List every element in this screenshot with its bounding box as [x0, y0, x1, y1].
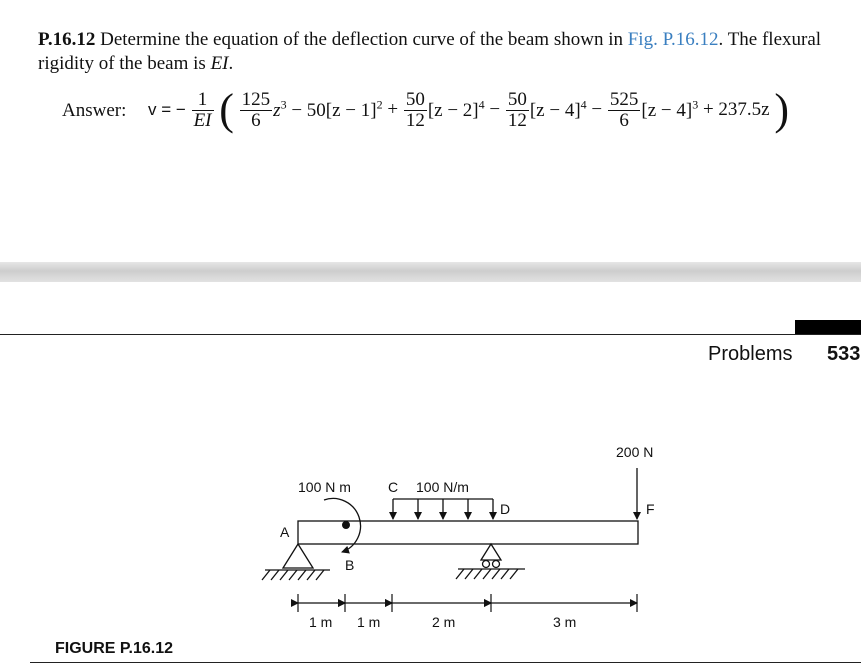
term3-numerator: 50	[405, 88, 425, 110]
term1-denominator: 6	[251, 109, 261, 131]
term2-text: − 50[z − 1]	[291, 100, 377, 122]
point-c-label: C	[388, 479, 399, 495]
distributed-load	[393, 499, 493, 519]
caption-rule	[30, 662, 861, 663]
page-number: 533	[827, 343, 861, 365]
point-d-label: D	[500, 501, 511, 517]
point-f-label: F	[646, 501, 655, 517]
minus-sign-2: −	[586, 99, 603, 120]
term4-power: 4	[580, 97, 587, 112]
plus-sign: +	[382, 99, 399, 120]
term4-bracket: [z − 4]	[529, 100, 581, 122]
figure-caption: FIGURE P.16.12	[55, 640, 173, 657]
term3-denominator: 12	[405, 109, 425, 131]
term6: + 237.5z	[698, 99, 770, 120]
term5-numerator: 525	[609, 88, 639, 110]
answer-label: Answer:	[62, 100, 127, 121]
problem-text-1: Determine the equation of the deflection curve of the beam shown in	[95, 29, 628, 50]
moment-point	[342, 521, 350, 529]
figure-reference-link[interactable]: Fig. P.16.12	[627, 29, 719, 50]
term1-variable: z	[273, 100, 281, 122]
roller-support	[456, 544, 525, 579]
term3-bracket: [z − 2]	[427, 100, 479, 122]
dimension-2: 1 m	[357, 614, 381, 630]
term3-power: 4	[478, 97, 485, 112]
problem-period: .	[228, 53, 234, 74]
moment-label: 100 N m	[298, 479, 351, 495]
outer-fraction-denominator-text: EI	[193, 109, 212, 131]
point-load-label: 200 N	[616, 444, 654, 460]
term1-power: 3	[280, 97, 287, 112]
term4-denominator: 12	[507, 109, 527, 131]
problem-number: P.16.12	[38, 29, 96, 50]
answer-lhs: v = −	[148, 100, 186, 119]
term5-bracket: [z − 4]	[641, 100, 693, 122]
outer-fraction-numerator: 1	[192, 90, 214, 111]
dimension-4: 3 m	[553, 614, 577, 630]
term5-power: 3	[692, 97, 699, 112]
dimension-line	[298, 594, 637, 612]
left-paren: (	[219, 85, 234, 134]
point-a-label: A	[280, 524, 290, 540]
dimension-1: 1 m	[309, 614, 333, 630]
point-b-label: B	[345, 557, 355, 573]
term2-power: 2	[376, 97, 383, 112]
right-paren: )	[774, 85, 789, 134]
term1-numerator: 125	[241, 88, 271, 110]
running-title: Problems	[708, 343, 793, 365]
distributed-load-label: 100 N/m	[416, 479, 469, 495]
term4-numerator: 50	[507, 88, 527, 110]
term5-denominator: 6	[619, 109, 629, 131]
problem-text-2: . The flexural rigidity of the beam is	[38, 29, 822, 74]
pin-support	[262, 544, 330, 580]
rigidity-symbol: EI	[210, 53, 229, 74]
minus-sign-1: −	[484, 99, 501, 120]
dimension-3: 2 m	[432, 614, 456, 630]
